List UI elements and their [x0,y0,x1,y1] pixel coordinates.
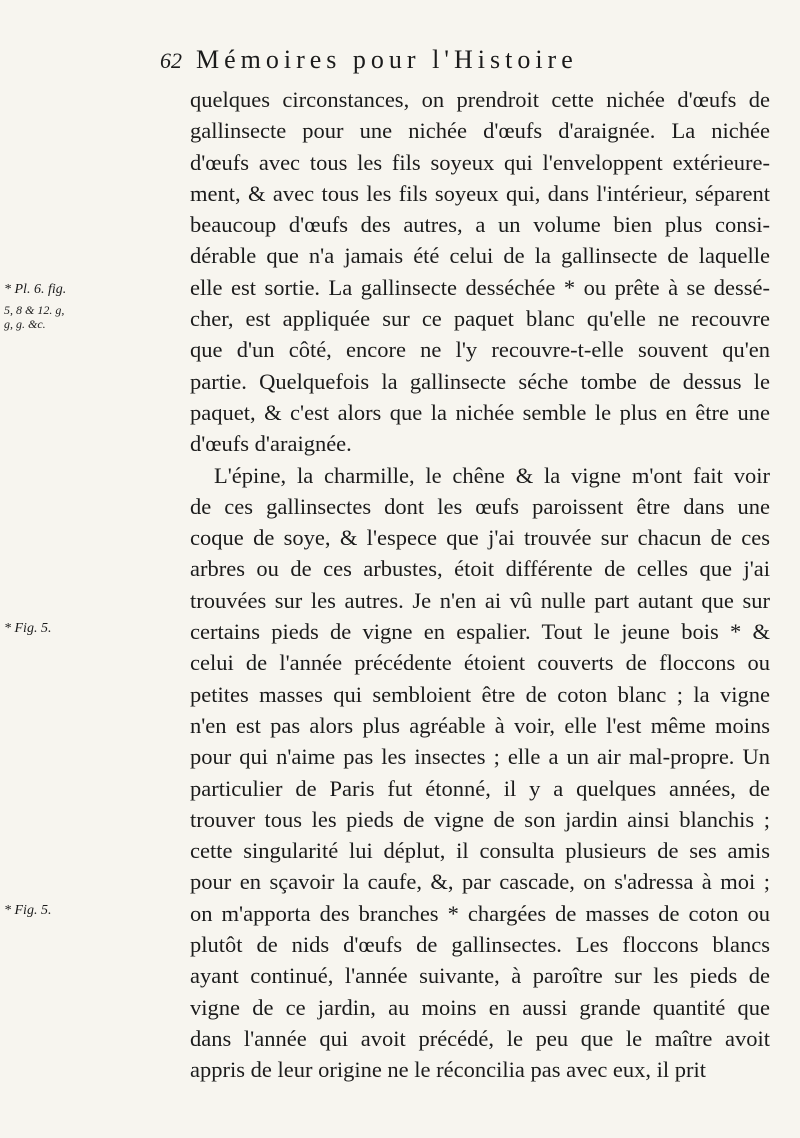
text-line: trouver tous les pieds de vigne de son jardin ainsi blanchis ; [190,806,770,832]
text-line: particulier de Paris fut étonné, il y a quelques années, de [190,775,770,801]
text-line: de ces gallinsectes dont les œufs paroissent être dans une [190,493,770,519]
text-line: certains pieds de vigne en espalier. Tout le jeune bois * & [190,619,770,645]
page-number: 62 [160,48,182,73]
running-title: Mémoires pour l'Histoire [196,45,578,74]
margin-note-fig-5b: * Fig. 5. [4,903,52,918]
text-line: ayant continué, l'année suivante, à paroître sur les pieds de [190,963,770,989]
text-line: trouvées sur les autres. Je n'en ai vû nulle part autant que sur [190,587,770,613]
text-line: plutôt de nids d'œufs de gallinsectes. Les floccons blancs [190,932,770,958]
text-line: n'en est pas alors plus agréable à voir, elle l'est même moins [190,712,770,738]
text-line: partie. Quelquefois la gallinsecte séche tombe de dessus le [190,368,770,394]
text-line: beaucoup d'œufs des autres, a un volume bien plus consi- [190,212,770,238]
margin-note-fig-5a: * Fig. 5. [4,621,52,636]
text-line: elle est sortie. La gallinsecte desséchée * ou prête à se dessé- [190,274,770,300]
text-line: celui de l'année précédente étoient couverts de floccons ou [190,650,770,676]
text-line: appris de leur origine ne le réconcilia pas avec eux, il prit [190,1057,707,1083]
text-line: d'œufs avec tous les fils soyeux qui l'enveloppent extérieure- [190,149,770,175]
page-header [160,45,760,81]
text-line: d'œufs d'araignée. [190,431,352,457]
text-line: pour qui n'aime pas les insectes ; elle a un air mal-propre. Un [190,744,770,770]
text-line: petites masses qui sembloient être de coton blanc ; la vigne [190,681,770,707]
text-line: dérable que n'a jamais été celui de la gallinsecte de laquelle [190,243,770,269]
body-text [190,84,770,1086]
text-line: pour en sçavoir la caufe, &, par cascade, on s'adressa à moi ; [190,869,770,895]
text-line: vigne de ce jardin, au moins en aussi grande quantité que [190,994,770,1020]
margin-note-figures: 5, 8 & 12. g, g, g. &c. [4,303,65,331]
text-line: quelques circonstances, on prendroit cette nichée d'œufs de [190,87,770,112]
text-line: arbres ou de ces arbustes, étoit différente de celles que j'ai [190,556,770,582]
text-line: coque de soye, & l'espece que j'ai trouvée sur chacun de ces [190,525,770,551]
text-line: que d'un côté, encore ne l'y recouvre-t-elle souvent qu'en [190,337,770,363]
text-line: cette singularité lui déplut, il consulta plusieurs de ses amis [190,838,770,864]
text-line: paquet, & c'est alors que la nichée semble le plus en être une [190,399,770,425]
text-line: on m'apporta des branches * chargées de masses de coton ou [190,900,770,926]
text-line: dans l'année qui avoit précédé, le peu que le maître avoit [190,1025,770,1051]
margin-note-plate-ref: * Pl. 6. fig. [4,282,67,297]
text-line: gallinsecte pour une nichée d'œufs d'araignée. La nichée [190,118,770,144]
text-line: ment, & avec tous les fils soyeux qui, dans l'intérieur, séparent [190,180,770,206]
text-line: L'épine, la charmille, le chêne & la vigne m'ont fait voir [214,462,770,488]
text-line: cher, est appliquée sur ce paquet blanc qu'elle ne recouvre [190,306,770,332]
